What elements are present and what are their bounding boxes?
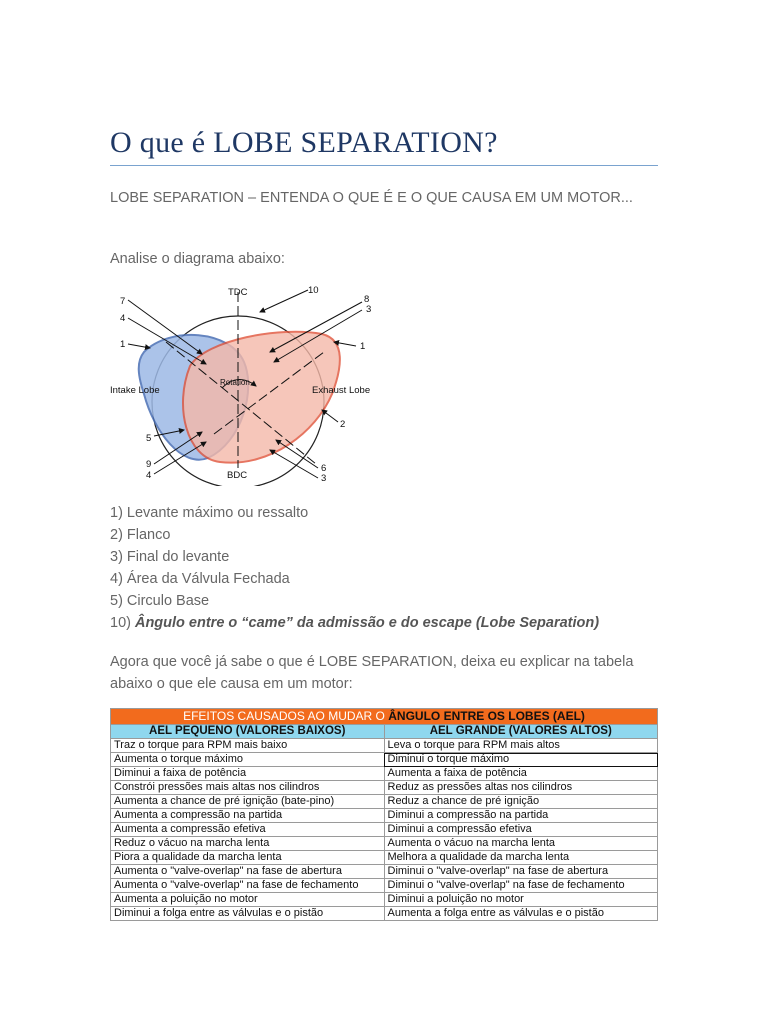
cell-large-ael: Aumenta a faixa de potência	[384, 767, 658, 781]
table-row	[111, 795, 658, 809]
cell-large-ael: Reduz as pressões altas nos cilindros	[384, 781, 658, 795]
diagram-legend-list	[110, 502, 599, 634]
list-item-bold-text: Ângulo entre o “came” da admissão e do escape (Lobe Separation)	[134, 615, 600, 631]
table-row	[111, 865, 658, 879]
list-item-text: Flanco	[126, 527, 171, 543]
cell-small-ael: Traz o torque para RPM mais baixo	[111, 739, 385, 753]
cell-large-ael: Diminui a compressão efetiva	[384, 823, 658, 837]
intro-paragraph: LOBE SEPARATION – ENTENDA O QUE É E O QUE CAUSA EM UM MOTOR...	[110, 190, 633, 206]
callout-5: 5	[146, 433, 152, 444]
cell-small-ael: Aumenta o "valve-overlap" na fase de abertura	[111, 865, 385, 879]
callout-1-left: 1	[120, 339, 126, 350]
list-item	[110, 612, 599, 634]
intake-lobe-label: Intake Lobe	[110, 385, 160, 396]
cell-small-ael: Aumenta a poluição no motor	[111, 893, 385, 907]
cell-large-ael: Diminui a compressão na partida	[384, 809, 658, 823]
list-item	[110, 502, 599, 524]
list-item-number: 3)	[110, 549, 123, 565]
list-item	[110, 546, 599, 568]
list-item-number: 4)	[110, 571, 123, 587]
callout-7: 7	[120, 296, 126, 307]
cell-small-ael: Aumenta a compressão efetiva	[111, 823, 385, 837]
cell-small-ael: Aumenta a chance de pré ignição (bate-pino)	[111, 795, 385, 809]
callout-2: 2	[340, 419, 346, 430]
table-banner	[111, 709, 658, 725]
table-row	[111, 767, 658, 781]
list-item	[110, 568, 599, 590]
list-item-number: 5)	[110, 593, 123, 609]
table-intro-paragraph: Agora que você já sabe o que é LOBE SEPARATION, deixa eu explicar na tabela abaixo o que ele causa em um motor:	[110, 654, 634, 692]
callout-10: 10	[308, 285, 319, 296]
title-underline	[110, 165, 658, 166]
rotation-label: Rotation	[220, 378, 250, 387]
cell-small-ael: Diminui a folga entre as válvulas e o pistão	[111, 907, 385, 921]
cell-small-ael: Constrói pressões mais altas nos cilindros	[111, 781, 385, 795]
list-item-text: Área da Válvula Fechada	[126, 571, 290, 587]
tdc-label: TDC	[228, 287, 248, 298]
lobe-separation-diagram	[110, 282, 400, 486]
exhaust-lobe-shape	[183, 332, 340, 463]
list-item-text: Levante máximo ou ressalto	[126, 505, 309, 521]
table-row	[111, 781, 658, 795]
callout-9: 9	[146, 459, 152, 470]
cell-large-ael: Reduz a chance de pré ignição	[384, 795, 658, 809]
effects-table	[110, 708, 658, 921]
cell-large-ael: Leva o torque para RPM mais altos	[384, 739, 658, 753]
column-header-large: AEL GRANDE (VALORES ALTOS)	[384, 725, 658, 739]
cell-small-ael: Aumenta o torque máximo	[111, 753, 385, 767]
cell-large-ael: Diminui o torque máximo	[384, 753, 658, 767]
list-item-number: 1)	[110, 505, 123, 521]
table-row	[111, 837, 658, 851]
list-item	[110, 524, 599, 546]
table-row	[111, 739, 658, 753]
list-item-number: 2)	[110, 527, 123, 543]
bdc-label: BDC	[227, 470, 248, 481]
cell-large-ael: Aumenta o vácuo na marcha lenta	[384, 837, 658, 851]
cell-small-ael: Reduz o vácuo na marcha lenta	[111, 837, 385, 851]
list-item-text: Final do levante	[126, 549, 230, 565]
cell-large-ael: Diminui a poluição no motor	[384, 893, 658, 907]
cell-small-ael: Diminui a faixa de potência	[111, 767, 385, 781]
list-item-text: Circulo Base	[126, 593, 210, 609]
page-title: O que é LOBE SEPARATION?	[110, 126, 498, 159]
cell-small-ael: Aumenta a compressão na partida	[111, 809, 385, 823]
table-row	[111, 879, 658, 893]
cell-large-ael: Aumenta a folga entre as válvulas e o pistão	[384, 907, 658, 921]
list-item-number: 10)	[110, 615, 131, 631]
cell-large-ael: Diminui o "valve-overlap" na fase de fechamento	[384, 879, 658, 893]
column-header-small: AEL PEQUENO (VALORES BAIXOS)	[111, 725, 385, 739]
banner-bold: ÂNGULO ENTRE OS LOBES (AEL)	[388, 709, 585, 723]
cell-large-ael: Melhora a qualidade da marcha lenta	[384, 851, 658, 865]
diagram-intro: Analise o diagrama abaixo:	[110, 251, 285, 267]
cell-small-ael: Piora a qualidade da marcha lenta	[111, 851, 385, 865]
table-row	[111, 907, 658, 921]
callout-4-bottom: 4	[146, 470, 152, 481]
list-item	[110, 590, 599, 612]
exhaust-lobe-label: Exhaust Lobe	[312, 385, 371, 396]
callout-3-bottom: 3	[321, 473, 327, 484]
banner-prefix: EFEITOS CAUSADOS AO MUDAR O	[183, 709, 389, 723]
table-row	[111, 823, 658, 837]
callout-6: 6	[321, 463, 327, 474]
cell-small-ael: Aumenta o "valve-overlap" na fase de fechamento	[111, 879, 385, 893]
callout-8: 8	[364, 294, 370, 305]
table-row	[111, 893, 658, 907]
cell-large-ael: Diminui o "valve-overlap" na fase de abertura	[384, 865, 658, 879]
table-row	[111, 851, 658, 865]
callout-4-top: 4	[120, 313, 126, 324]
callout-1-right: 1	[360, 341, 366, 352]
table-row	[111, 809, 658, 823]
table-row	[111, 753, 658, 767]
callout-3-top: 3	[366, 304, 372, 315]
